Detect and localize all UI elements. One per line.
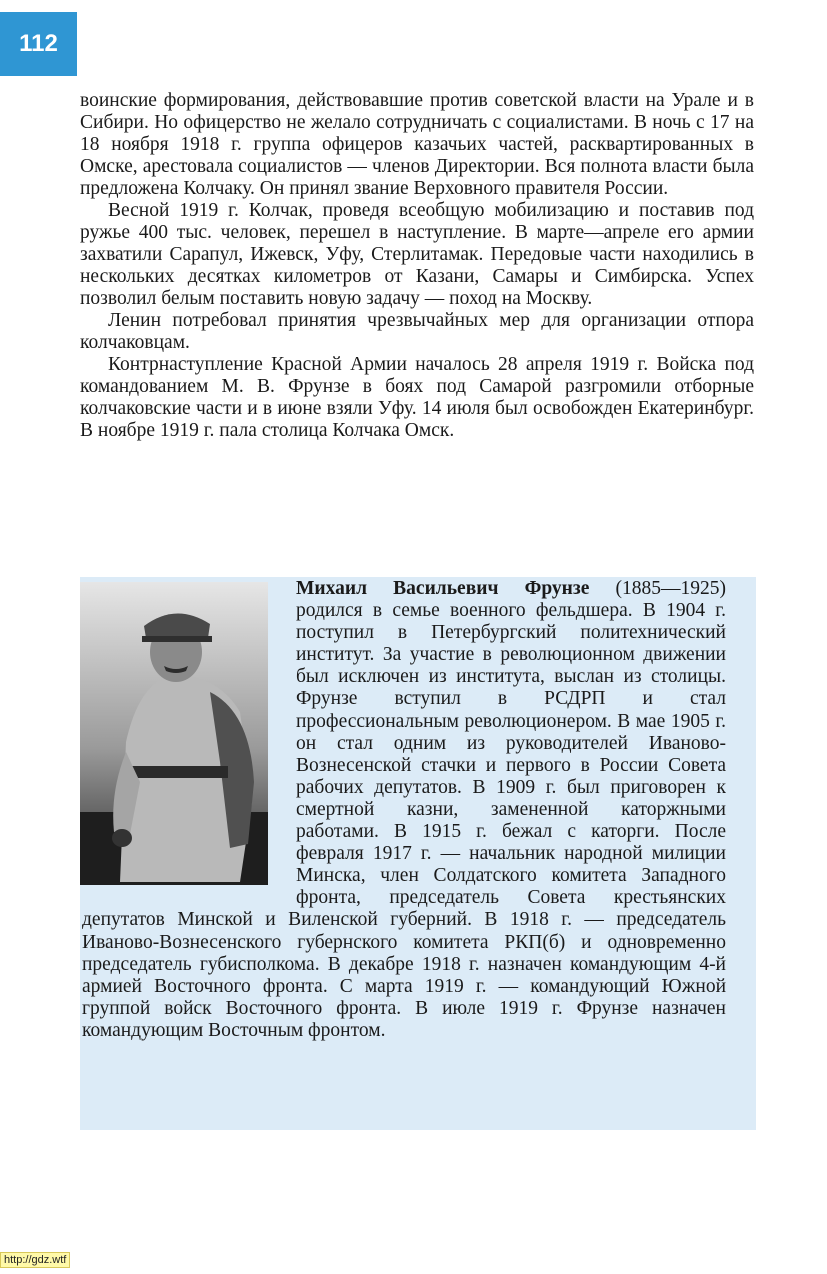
bio-name: Михаил Васильевич Фрунзе — [296, 578, 590, 599]
image-spacer — [82, 578, 296, 892]
paragraph: Весной 1919 г. Колчак, проведя всеобщую мобилизацию и поставив под ружье 400 тыс. человек, перешел в наступление. В марте—апреле его армии захватили Сарапул, Ижевск, Уфу, Стерлитамак. Передовые части находились в нескольких десятках километров от Казани, Самары и Симбирска. Успех позволил белым поставить новую задачу — поход на Москву. — [80, 200, 754, 309]
paragraph: Контрнаступление Красной Армии началось 28 апреля 1919 г. Войска под командованием М. В. Фрунзе в боях под Самарой разгромили отборные колчаковские части и в июне взяли Уфу. 14 июля был освобожден Екатеринбург. В ноябре 1919 г. пала столица Колчака Омск. — [80, 354, 754, 441]
bio-body: (1885—1925) родился в семье военного фельдшера. В 1904 г. поступил в Петербургский политехнический институт. За участие в революционном движении был исключен из института, выслан из столицы. Фрунзе вступил в РСДРП и стал профессиональным революционером. В мае 1905 г. он стал одним из руководителей Иваново-Вознесенской стачки и первого в России Совета рабочих депутатов. В 1909 г. был приговорен к смертной казни, замененной каторжными работами. В 1915 г. бежал с каторги. После февраля 1917 г. — начальник народной милиции Минска, член Солдатского комитета Западного фронта, председатель Совета крестьянских депутатов Минской и Виленской губерний. В 1918 г. — председатель Иваново-Вознесенского губернского комитета РКП(б) и одновременно председатель губисполкома. В декабре 1918 г. назначен командующим 4-й армией Восточного фронта. С марта 1919 г. — командующий Южной группой войск Восточного фронта. В июле 1919 г. Фрунзе назначен командующим Восточным фронтом. — [82, 578, 726, 1041]
paragraph: Ленин потребовал принятия чрезвычайных мер для организации отпора колчаковцам. — [80, 310, 754, 353]
page-number-badge: 112 — [0, 12, 77, 76]
footer-link[interactable]: http://gdz.wtf — [0, 1252, 70, 1268]
biography-text — [82, 578, 726, 1042]
paragraph: воинские формирования, действовавшие против советской власти на Урале и в Сибири. Но офицерство не желало сотрудничать с социалистами. В ночь с 17 на 18 ноября 1918 г. группа офицеров казачьих частей, расквартированных в Омске, арестовала социалистов — членов Директории. Вся полнота власти была предложена Колчаку. Он принял звание Верховного правителя России. — [80, 90, 754, 199]
main-text — [80, 90, 754, 442]
